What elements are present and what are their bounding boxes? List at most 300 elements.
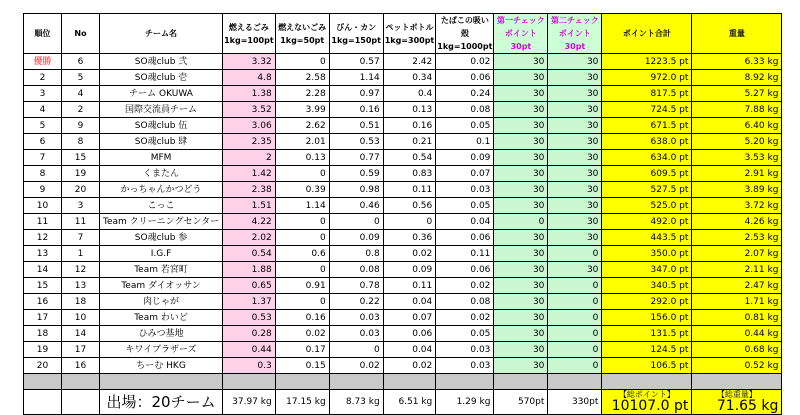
cell-nonburnable: 0 (275, 294, 329, 310)
cell-weight: 5.27 kg (692, 86, 782, 102)
cell-nonburnable: 2.62 (275, 118, 329, 134)
cell-nonburnable: 0.15 (275, 358, 329, 374)
cell-cigs: 0.06 (436, 262, 494, 278)
table-row (24, 54, 782, 70)
cell-check1: 30 (494, 326, 548, 342)
cell-weight: 7.88 kg (692, 102, 782, 118)
cell-check2: 30 (548, 54, 602, 70)
table-row (24, 214, 782, 230)
cell-weight: 0.81 kg (692, 310, 782, 326)
cell-bottles: 0.02 (383, 358, 436, 374)
cell-points: 724.5 pt (602, 102, 692, 118)
cell-bottles: 0.07 (383, 310, 436, 326)
cell-points: 124.5 pt (602, 342, 692, 358)
cell-cigs: 0.02 (436, 54, 494, 70)
cell-points: 972.0 pt (602, 70, 692, 86)
cell-nonburnable: 3.99 (275, 102, 329, 118)
cell-bottles: 0.4 (383, 86, 436, 102)
cell-burnable: 4.22 (223, 214, 276, 230)
header-cigs: たばこの吸い殻 1kg=1000pt (436, 14, 494, 54)
participants-count: 出場：20チーム (100, 390, 223, 415)
cell-weight: 2.11 kg (692, 262, 782, 278)
cell-check1: 30 (494, 54, 548, 70)
table-row (24, 182, 782, 198)
cell-weight: 8.92 kg (692, 70, 782, 86)
cell-rank: 13 (24, 246, 62, 262)
cell-cigs: 0.1 (436, 134, 494, 150)
cell-check1: 30 (494, 118, 548, 134)
cell-points: 671.5 pt (602, 118, 692, 134)
cell-team: Team ダイオッサン (100, 278, 223, 294)
cell-cigs: 0.06 (436, 230, 494, 246)
cell-check2: 0 (548, 246, 602, 262)
cell-check2: 30 (548, 166, 602, 182)
cell-rank: 6 (24, 134, 62, 150)
cell-cans: 0.78 (329, 278, 383, 294)
cell-team: ひみつ基地 (100, 326, 223, 342)
header-burnable: 燃えるごみ 1kg=100pt (223, 14, 276, 54)
cell-cigs: 0.06 (436, 70, 494, 86)
cell-no: 20 (62, 182, 100, 198)
cell-cigs: 0.03 (436, 342, 494, 358)
spacer-cell (24, 374, 62, 390)
cell-points: 817.5 pt (602, 86, 692, 102)
spacer-cell (548, 374, 602, 390)
cell-team: I.G.F (100, 246, 223, 262)
cell-check2: 30 (548, 182, 602, 198)
cell-nonburnable: 0 (275, 262, 329, 278)
cell-cigs: 0.11 (436, 246, 494, 262)
cell-cigs: 0.05 (436, 326, 494, 342)
cell-check2: 30 (548, 214, 602, 230)
cell-cans: 0 (329, 342, 383, 358)
spacer-cell (692, 374, 782, 390)
cell-burnable: 0.44 (223, 342, 276, 358)
cell-team: MFM (100, 150, 223, 166)
cell-bottles: 0.36 (383, 230, 436, 246)
total-weight-value: 71.65 kg (716, 398, 779, 414)
table-row (24, 342, 782, 358)
cell-points: 443.5 pt (602, 230, 692, 246)
cell-rank: 12 (24, 230, 62, 246)
cell-check2: 30 (548, 134, 602, 150)
cell-points: 609.5 pt (602, 166, 692, 182)
cell-weight: 5.20 kg (692, 134, 782, 150)
cell-weight: 6.33 kg (692, 54, 782, 70)
cell-team: 国際交流員チーム (100, 102, 223, 118)
cell-nonburnable: 0 (275, 166, 329, 182)
cell-no: 9 (62, 118, 100, 134)
cell-nonburnable: 0 (275, 230, 329, 246)
cell-bottles: 0.04 (383, 342, 436, 358)
results-table (23, 13, 782, 415)
cell-team: こっこ (100, 198, 223, 214)
cell-burnable: 1.37 (223, 294, 276, 310)
cell-rank: 15 (24, 278, 62, 294)
cell-no: 4 (62, 86, 100, 102)
cell-check2: 0 (548, 326, 602, 342)
table-row (24, 278, 782, 294)
cell-cigs: 0.02 (436, 278, 494, 294)
cell-points: 292.0 pt (602, 294, 692, 310)
cell-cigs: 0.07 (436, 166, 494, 182)
cell-no: 13 (62, 278, 100, 294)
cell-burnable: 1.42 (223, 166, 276, 182)
cell-weight: 6.40 kg (692, 118, 782, 134)
header-check1: 第一チェックポイント30pt (494, 14, 548, 54)
cell-weight: 2.07 kg (692, 246, 782, 262)
cell-check2: 0 (548, 294, 602, 310)
cell-rank: 20 (24, 358, 62, 374)
spacer-cell (383, 374, 436, 390)
table-row (24, 310, 782, 326)
cell-check1: 30 (494, 262, 548, 278)
cell-cigs: 0.08 (436, 102, 494, 118)
cell-nonburnable: 0.91 (275, 278, 329, 294)
cell-cans: 0.59 (329, 166, 383, 182)
cell-rank: 優勝 (24, 54, 62, 70)
cell-burnable: 3.32 (223, 54, 276, 70)
cell-no: 18 (62, 294, 100, 310)
table-row (24, 326, 782, 342)
cell-cigs: 0.08 (436, 294, 494, 310)
cell-nonburnable: 1.14 (275, 198, 329, 214)
cell-burnable: 3.06 (223, 118, 276, 134)
cell-nonburnable: 0.17 (275, 342, 329, 358)
cell-points: 131.5 pt (602, 326, 692, 342)
cell-bottles: 0.56 (383, 198, 436, 214)
cell-check1: 30 (494, 166, 548, 182)
header-bottles: ペットボトル 1kg=300pt (383, 14, 436, 54)
cell-points: 106.5 pt (602, 358, 692, 374)
cell-no: 3 (62, 198, 100, 214)
cell-check2: 30 (548, 70, 602, 86)
cell-weight: 0.52 kg (692, 358, 782, 374)
cell-no: 1 (62, 246, 100, 262)
table-row (24, 118, 782, 134)
cell-bottles: 0.34 (383, 70, 436, 86)
cell-burnable: 0.65 (223, 278, 276, 294)
spacer-cell (329, 374, 383, 390)
cell-weight: 4.26 kg (692, 214, 782, 230)
cell-points: 525.0 pt (602, 198, 692, 214)
cell-points: 156.0 pt (602, 310, 692, 326)
cell-nonburnable: 2.01 (275, 134, 329, 150)
header-team: チーム名 (100, 14, 223, 54)
cell-nonburnable: 0 (275, 54, 329, 70)
cell-weight: 0.68 kg (692, 342, 782, 358)
total-burnable: 37.97 kg (223, 390, 276, 415)
cell-bottles: 0.04 (383, 294, 436, 310)
total-bottles: 6.51 kg (383, 390, 436, 415)
cell-cans: 0.97 (329, 86, 383, 102)
cell-rank: 2 (24, 70, 62, 86)
cell-no: 8 (62, 134, 100, 150)
cell-check1: 30 (494, 342, 548, 358)
cell-check1: 30 (494, 102, 548, 118)
gray-spacer-row (24, 374, 782, 390)
cell-burnable: 2.02 (223, 230, 276, 246)
cell-burnable: 2.38 (223, 182, 276, 198)
cell-no: 6 (62, 54, 100, 70)
cell-team: かっちゃんかつどう (100, 182, 223, 198)
cell-cans: 0.53 (329, 134, 383, 150)
cell-nonburnable: 0.13 (275, 150, 329, 166)
table-row (24, 294, 782, 310)
cell-team: SO魂club 伍 (100, 118, 223, 134)
cell-check2: 30 (548, 150, 602, 166)
cell-check2: 30 (548, 118, 602, 134)
cell-bottles: 0.06 (383, 326, 436, 342)
cell-cans: 0.02 (329, 358, 383, 374)
cell-rank: 17 (24, 310, 62, 326)
cell-cans: 0.57 (329, 54, 383, 70)
cell-rank: 7 (24, 150, 62, 166)
spacer-cell (223, 374, 276, 390)
cell-burnable: 2.35 (223, 134, 276, 150)
cell-team: ちーむ HKG (100, 358, 223, 374)
table-row (24, 198, 782, 214)
total-weight-label: 【総重量】 (716, 390, 757, 399)
table-row (24, 102, 782, 118)
cell-check1: 30 (494, 70, 548, 86)
cell-no: 11 (62, 214, 100, 230)
cell-weight: 3.89 kg (692, 182, 782, 198)
totals-empty-cell (62, 390, 100, 415)
total-cans: 8.73 kg (329, 390, 383, 415)
total-points-cell (602, 390, 692, 415)
cell-cans: 0.22 (329, 294, 383, 310)
cell-weight: 3.72 kg (692, 198, 782, 214)
cell-rank: 4 (24, 102, 62, 118)
cell-burnable: 1.51 (223, 198, 276, 214)
table-row (24, 358, 782, 374)
cell-rank: 11 (24, 214, 62, 230)
cell-no: 16 (62, 358, 100, 374)
cell-check1: 30 (494, 278, 548, 294)
table-row (24, 134, 782, 150)
cell-points: 347.0 pt (602, 262, 692, 278)
cell-cans: 0 (329, 214, 383, 230)
cell-bottles: 0.11 (383, 278, 436, 294)
cell-rank: 18 (24, 326, 62, 342)
cell-check1: 30 (494, 86, 548, 102)
cell-check1: 30 (494, 230, 548, 246)
cell-cans: 0.51 (329, 118, 383, 134)
cell-check1: 30 (494, 358, 548, 374)
cell-cans: 1.14 (329, 70, 383, 86)
cell-check2: 30 (548, 102, 602, 118)
cell-rank: 3 (24, 86, 62, 102)
cell-check2: 0 (548, 278, 602, 294)
total-cigs: 1.29 kg (436, 390, 494, 415)
cell-check2: 30 (548, 86, 602, 102)
total-check1: 570pt (494, 390, 548, 415)
cell-check1: 30 (494, 310, 548, 326)
cell-no: 12 (62, 262, 100, 278)
cell-rank: 19 (24, 342, 62, 358)
totals-row (24, 390, 782, 415)
cell-team: キワイブラザーズ (100, 342, 223, 358)
cell-points: 638.0 pt (602, 134, 692, 150)
total-nonburnable: 17.15 kg (275, 390, 329, 415)
cell-bottles: 0.16 (383, 118, 436, 134)
cell-cigs: 0.03 (436, 182, 494, 198)
cell-rank: 14 (24, 262, 62, 278)
cell-team: くまたん (100, 166, 223, 182)
cell-weight: 1.71 kg (692, 294, 782, 310)
cell-bottles: 0.83 (383, 166, 436, 182)
cell-team: チーム OKUWA (100, 86, 223, 102)
cell-cans: 0.09 (329, 230, 383, 246)
cell-burnable: 3.52 (223, 102, 276, 118)
cell-rank: 16 (24, 294, 62, 310)
cell-check2: 30 (548, 230, 602, 246)
cell-check1: 30 (494, 182, 548, 198)
cell-nonburnable: 2.58 (275, 70, 329, 86)
cell-team: Team クリーニングセンター (100, 214, 223, 230)
table-row (24, 166, 782, 182)
cell-burnable: 0.3 (223, 358, 276, 374)
cell-cans: 0.98 (329, 182, 383, 198)
cell-cans: 0.03 (329, 326, 383, 342)
header-weight: 重量 (692, 14, 782, 54)
cell-points: 492.0 pt (602, 214, 692, 230)
spacer-cell (100, 374, 223, 390)
spacer-cell (62, 374, 100, 390)
cell-no: 15 (62, 150, 100, 166)
cell-check2: 0 (548, 310, 602, 326)
cell-burnable: 4.8 (223, 70, 276, 86)
cell-weight: 2.47 kg (692, 278, 782, 294)
cell-team: SO魂club 弐 (100, 54, 223, 70)
cell-burnable: 0.53 (223, 310, 276, 326)
cell-nonburnable: 0.16 (275, 310, 329, 326)
cell-bottles: 0 (383, 214, 436, 230)
total-points-label: 【総ポイント】 (618, 390, 675, 399)
table-row (24, 86, 782, 102)
total-points-value: 10107.0 pt (611, 398, 689, 414)
cell-cans: 0.8 (329, 246, 383, 262)
cell-check1: 30 (494, 150, 548, 166)
cell-weight: 3.53 kg (692, 150, 782, 166)
cell-rank: 10 (24, 198, 62, 214)
cell-check1: 30 (494, 294, 548, 310)
cell-no: 5 (62, 70, 100, 86)
cell-burnable: 2 (223, 150, 276, 166)
table-row (24, 150, 782, 166)
total-check2: 330pt (548, 390, 602, 415)
cell-burnable: 1.88 (223, 262, 276, 278)
cell-check2: 0 (548, 358, 602, 374)
cell-check1: 30 (494, 198, 548, 214)
cell-cigs: 0.09 (436, 150, 494, 166)
cell-points: 634.0 pt (602, 150, 692, 166)
cell-team: SO魂club 参 (100, 230, 223, 246)
cell-nonburnable: 0.39 (275, 182, 329, 198)
header-rank: 順位 (24, 14, 62, 54)
cell-rank: 9 (24, 182, 62, 198)
spacer-cell (436, 374, 494, 390)
cell-bottles: 0.21 (383, 134, 436, 150)
spacer-cell (275, 374, 329, 390)
cell-rank: 5 (24, 118, 62, 134)
cell-weight: 0.44 kg (692, 326, 782, 342)
cell-nonburnable: 0.6 (275, 246, 329, 262)
cell-burnable: 0.28 (223, 326, 276, 342)
cell-cigs: 0.02 (436, 310, 494, 326)
spacer-cell (494, 374, 548, 390)
cell-bottles: 0.09 (383, 262, 436, 278)
cell-no: 17 (62, 342, 100, 358)
spacer-cell (602, 374, 692, 390)
cell-cans: 0.77 (329, 150, 383, 166)
cell-no: 2 (62, 102, 100, 118)
cell-bottles: 0.54 (383, 150, 436, 166)
cell-check2: 0 (548, 342, 602, 358)
cell-burnable: 1.38 (223, 86, 276, 102)
cell-cans: 0.03 (329, 310, 383, 326)
cell-cans: 0.08 (329, 262, 383, 278)
totals-empty-cell (24, 390, 62, 415)
cell-nonburnable: 0 (275, 214, 329, 230)
header-no: No (62, 14, 100, 54)
cell-points: 527.5 pt (602, 182, 692, 198)
cell-cigs: 0.04 (436, 214, 494, 230)
cell-check1: 30 (494, 134, 548, 150)
cell-cigs: 0.05 (436, 198, 494, 214)
cell-rank: 8 (24, 166, 62, 182)
cell-check2: 30 (548, 262, 602, 278)
cell-bottles: 2.42 (383, 54, 436, 70)
cell-nonburnable: 2.28 (275, 86, 329, 102)
cell-team: Team 若宮町 (100, 262, 223, 278)
cell-weight: 2.91 kg (692, 166, 782, 182)
cell-burnable: 0.54 (223, 246, 276, 262)
cell-check1: 30 (494, 246, 548, 262)
cell-team: Team わいど (100, 310, 223, 326)
cell-points: 350.0 pt (602, 246, 692, 262)
cell-bottles: 0.02 (383, 246, 436, 262)
table-row (24, 246, 782, 262)
table-row (24, 70, 782, 86)
cell-no: 19 (62, 166, 100, 182)
cell-nonburnable: 0.02 (275, 326, 329, 342)
header-cans: びん・カン 1kg=150pt (329, 14, 383, 54)
header-points: ポイント合計 (602, 14, 692, 54)
cell-cigs: 0.03 (436, 358, 494, 374)
cell-team: SO魂club 壱 (100, 70, 223, 86)
header-nonburnable: 燃えないごみ 1kg=50pt (275, 14, 329, 54)
cell-no: 10 (62, 310, 100, 326)
cell-check2: 30 (548, 198, 602, 214)
cell-cans: 0.16 (329, 102, 383, 118)
cell-no: 7 (62, 230, 100, 246)
cell-cigs: 0.05 (436, 118, 494, 134)
header-check2: 第二チェックポイント30pt (548, 14, 602, 54)
cell-weight: 2.53 kg (692, 230, 782, 246)
cell-no: 14 (62, 326, 100, 342)
cell-bottles: 0.11 (383, 182, 436, 198)
cell-team: SO魂club 肆 (100, 134, 223, 150)
table-row (24, 262, 782, 278)
table-row (24, 230, 782, 246)
cell-points: 340.5 pt (602, 278, 692, 294)
cell-cans: 0.46 (329, 198, 383, 214)
cell-points: 1223.5 pt (602, 54, 692, 70)
cell-bottles: 0.13 (383, 102, 436, 118)
cell-team: 肉じゃが (100, 294, 223, 310)
